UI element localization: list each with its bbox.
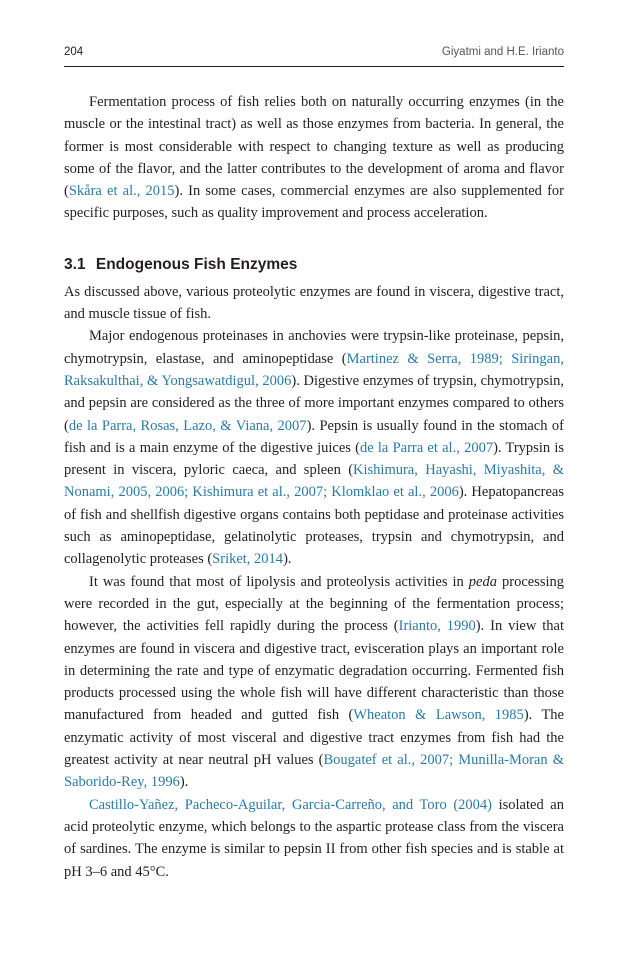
italic-term: peda [468,573,497,590]
paragraph-proteinases [64,325,564,570]
text-span: isolated an acid proteolytic enzyme, which belongs to the aspartic protease class from the viscera of sardines. The enzyme is similar to pepsin II from other fish species and is stable at pH 3–6 and 45°C. [64,796,564,880]
citation-link[interactable]: Sriket, 2014 [212,551,284,568]
citation-link[interactable]: de la Parra, Rosas, Lazo, & Viana, 2007 [68,417,307,434]
running-head [64,46,564,58]
citation-link[interactable]: Bougatef et al., 2007; Munilla-Moran & Saborido-Rey, 1996 [64,752,564,791]
citation-link[interactable]: Skåra et al., 2015 [68,183,175,200]
running-head-authors: Giyatmi and H.E. Irianto [441,46,564,58]
citation-link[interactable]: Kishimura, Hayashi, Miyashita, & Nonami, 2005, 2006; Kishimura et al., 2007; Klomklao et al., 2006 [64,462,564,501]
text-span: ). In some cases, commercial enzymes are also supplemented for specific purposes, such as quality improvement and process acceleration. [64,183,564,222]
body-text [64,91,564,883]
text-span: ). The enzymatic activity of most visceral and digestive tract enzymes from fish had the greatest activity at near neutral pH values ( [64,707,564,769]
page-number: 204 [64,46,84,58]
header-rule [64,66,564,67]
text-span: It was found that most of lipolysis and proteolysis activities in [89,573,469,590]
text-span: processing were recorded in the gut, especially at the beginning of the fermentation process; however, the activities fell rapidly during the process ( [64,573,564,635]
citation-link[interactable]: Castillo-Yañez, Pacheco-Aguilar, Garcia-Carreño, and Toro (2004) [89,796,492,813]
section-title: Endogenous Fish Enzymes [95,255,298,273]
section-spacer [64,225,564,255]
section-heading [64,255,564,275]
text-span: ). Digestive enzymes of trypsin, chymotrypsin, and pepsin are considered as the three of more important enzymes compared to others ( [64,372,564,434]
section-number: 3.1 [64,255,86,273]
text-span: ). Hepatopancreas of fish and shellfish digestive organs contains both peptidase and proteinase activities such as aminopeptidase, gelatinolytic proteases, trypsin and chymotrypsin, and collagenolytic proteases ( [64,484,564,568]
text-span: ). Trypsin is present in viscera, pyloric caeca, and spleen ( [64,439,565,479]
citation-link[interactable]: Martinez & Serra, 1989; Siringan, Raksakulthai, & Yongsawatdigul, 2006 [64,350,564,389]
text-span: ). [179,774,189,791]
text-span: Major endogenous proteinases in anchovies were trypsin-like proteinase, pepsin, chymotrypsin, elastase, and aminopeptidase ( [64,328,564,367]
text-span: As discussed above, various proteolytic enzymes are found in viscera, digestive tract, and muscle tissue of fish. [64,283,564,323]
text-span: Fermentation process of fish relies both on naturally occurring enzymes (in the muscle or the intestinal tract) as well as those enzymes from bacteria. In general, the former is most considerable with respect to changing texture as well as producing some of the flavor, and the latter contributes to the development of aroma and flavor ( [64,94,564,200]
citation-link[interactable]: Irianto, 1990 [398,618,476,635]
citation-link[interactable]: de la Parra et al., 2007 [359,439,494,456]
text-span: ). Pepsin is usually found in the stomach of fish and is a main enzyme of the digestive juices ( [64,417,564,456]
paragraph-fermentation [64,91,564,225]
paragraph-sardines [64,794,564,883]
text-span: ). [283,551,292,568]
text-span: ). In view that enzymes are found in viscera and digestive tract, evisceration plays an important role in determining the rate and type of enzymatic degradation occurring. Fermented fish products processed using the whole fish will have different characteristic than those manufactured from headed and gutted fish ( [64,618,564,724]
paragraph-intro [64,281,564,326]
paragraph-lipolysis [64,571,564,794]
citation-link[interactable]: Wheaton & Lawson, 1985 [353,707,524,724]
